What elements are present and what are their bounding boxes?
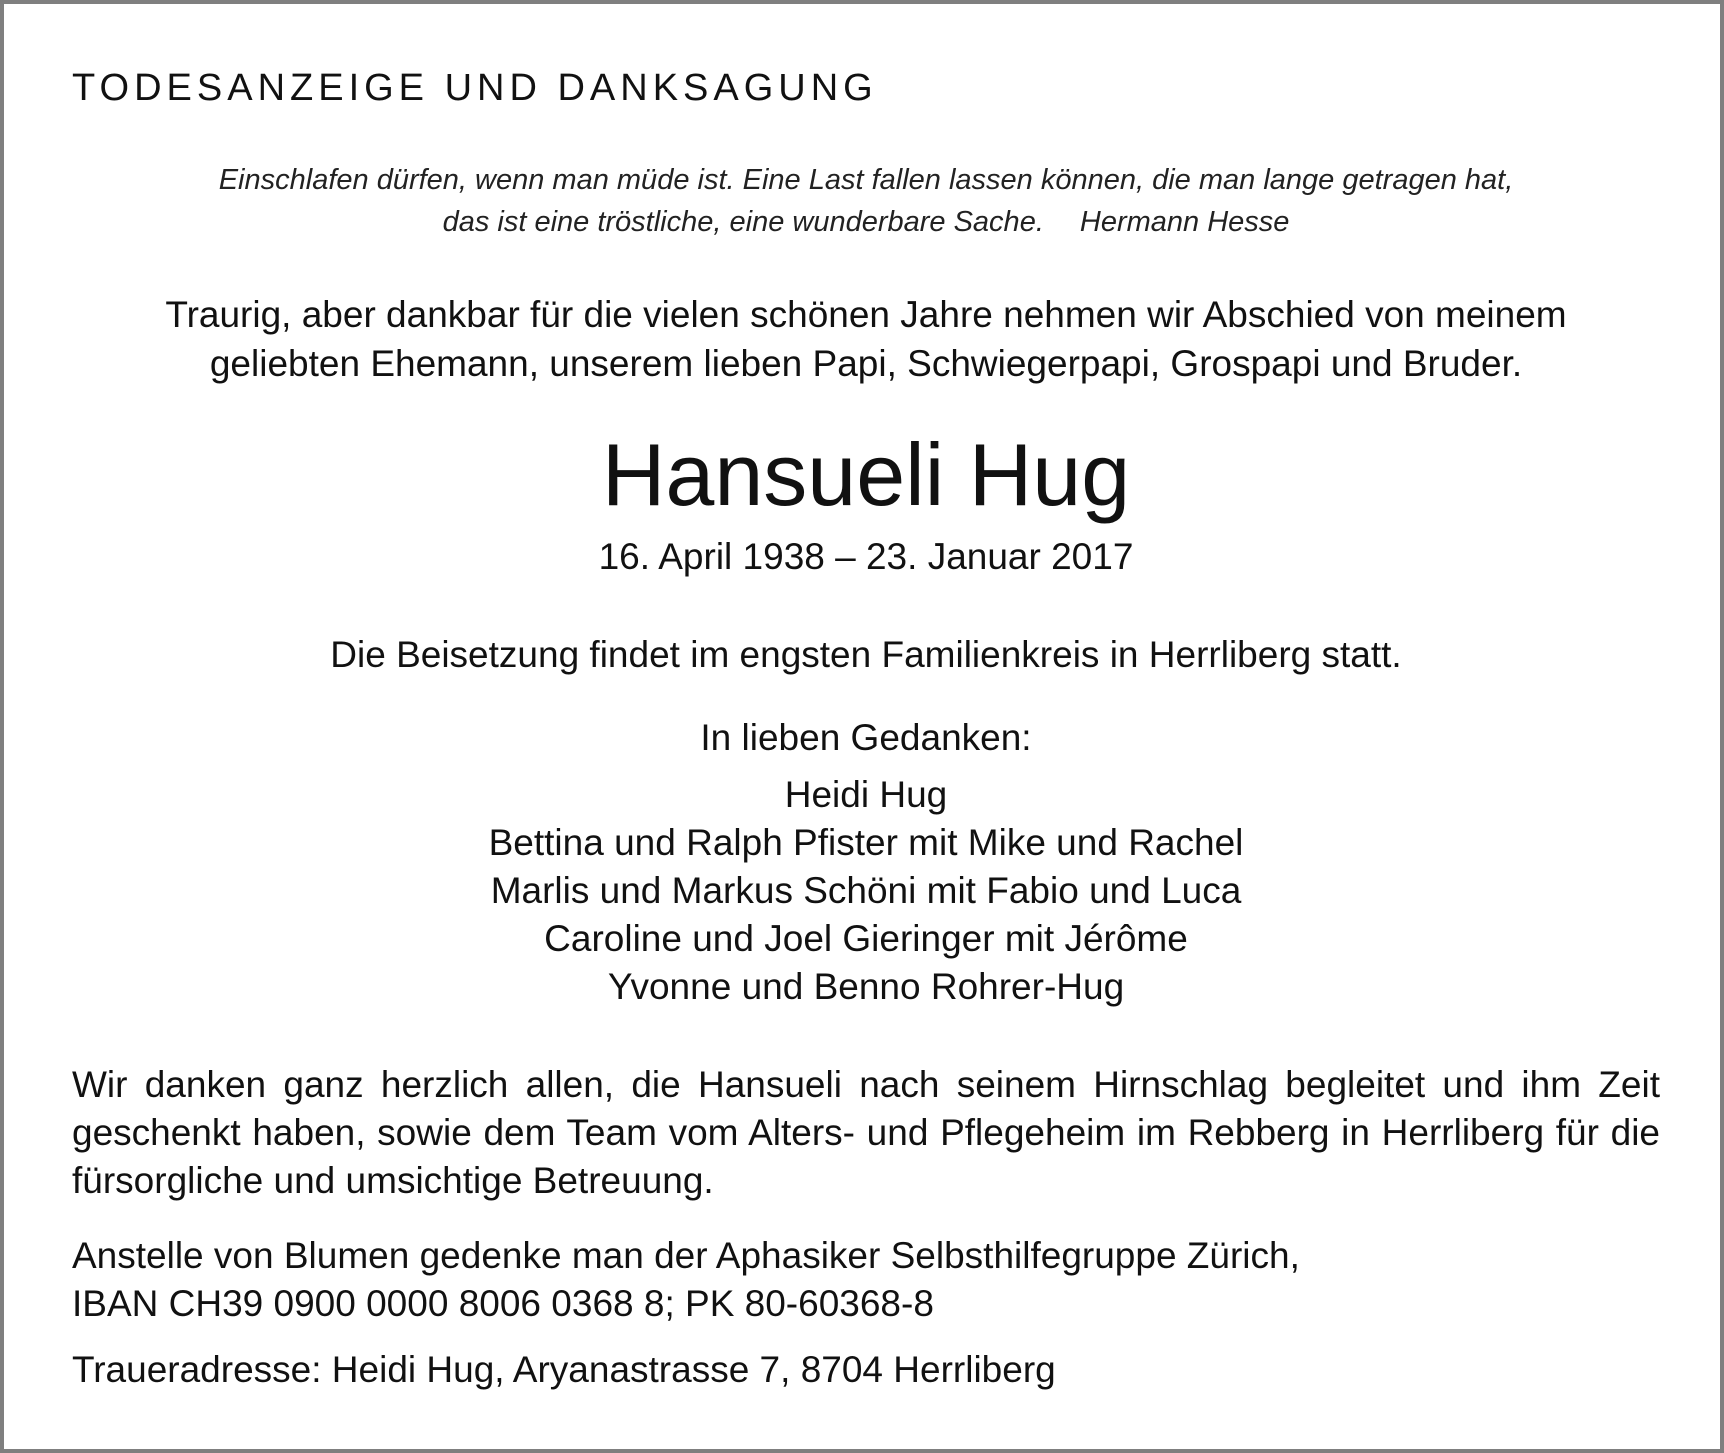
notice-heading: TODESANZEIGE UND DANKSAGUNG	[72, 67, 878, 109]
deceased-name: Hansueli Hug	[601, 425, 1131, 524]
intro-line-2: geliebten Ehemann, unserem lieben Papi, Schwiegerpapi, Grospapi und Bruder.	[209, 343, 1523, 384]
quote-author: Hermann Hesse	[1079, 206, 1290, 238]
hesse-quote	[4, 159, 1724, 243]
mourner-entry: Yvonne und Benno Rohrer-Hug	[607, 966, 1125, 1007]
mourner-entry: Caroline und Joel Gieringer mit Jérôme	[544, 918, 1188, 959]
quote-line-2-text: das ist eine tröstliche, eine wunderbare Sache.	[442, 206, 1044, 238]
burial-notice: Die Beisetzung findet im engsten Familienkreis in Herrliberg statt.	[330, 634, 1402, 675]
in-loving-thoughts-label: In lieben Gedanken:	[700, 717, 1032, 758]
donation-bank-details: IBAN CH39 0900 0000 8006 0368 8; PK 80-60368-8	[72, 1283, 934, 1324]
donation-info	[72, 1232, 1300, 1328]
quote-line-1: Einschlafen dürfen, wenn man müde ist. Eine Last fallen lassen können, die man lange getragen hat,	[218, 164, 1514, 196]
mourning-address: Traueradresse: Heidi Hug, Aryanastrasse 7, 8704 Herrliberg	[72, 1349, 1056, 1390]
mourners-list	[4, 771, 1724, 1011]
quote-line-2	[4, 201, 1724, 243]
intro-paragraph	[4, 290, 1724, 388]
mourner-entry: Marlis und Markus Schöni mit Fabio und Luca	[490, 870, 1242, 911]
life-dates: 16. April 1938 – 23. Januar 2017	[598, 536, 1134, 577]
donation-line-1: Anstelle von Blumen gedenke man der Aphasiker Selbsthilfegruppe Zürich,	[72, 1235, 1300, 1276]
intro-line-1: Traurig, aber dankbar für die vielen schönen Jahre nehmen wir Abschied von meinem	[165, 294, 1567, 335]
mourner-entry: Heidi Hug	[784, 774, 948, 815]
thanks-paragraph: Wir danken ganz herzlich allen, die Hansueli nach seinem Hirnschlag begleitet und ihm Zeit geschenkt haben, sowie dem Team vom Alters- und Pflegeheim im Rebberg in Herrliberg für die fürsorgliche und umsichtige Betreuung.	[72, 1064, 1660, 1201]
mourner-entry: Bettina und Ralph Pfister mit Mike und Rachel	[488, 822, 1244, 863]
